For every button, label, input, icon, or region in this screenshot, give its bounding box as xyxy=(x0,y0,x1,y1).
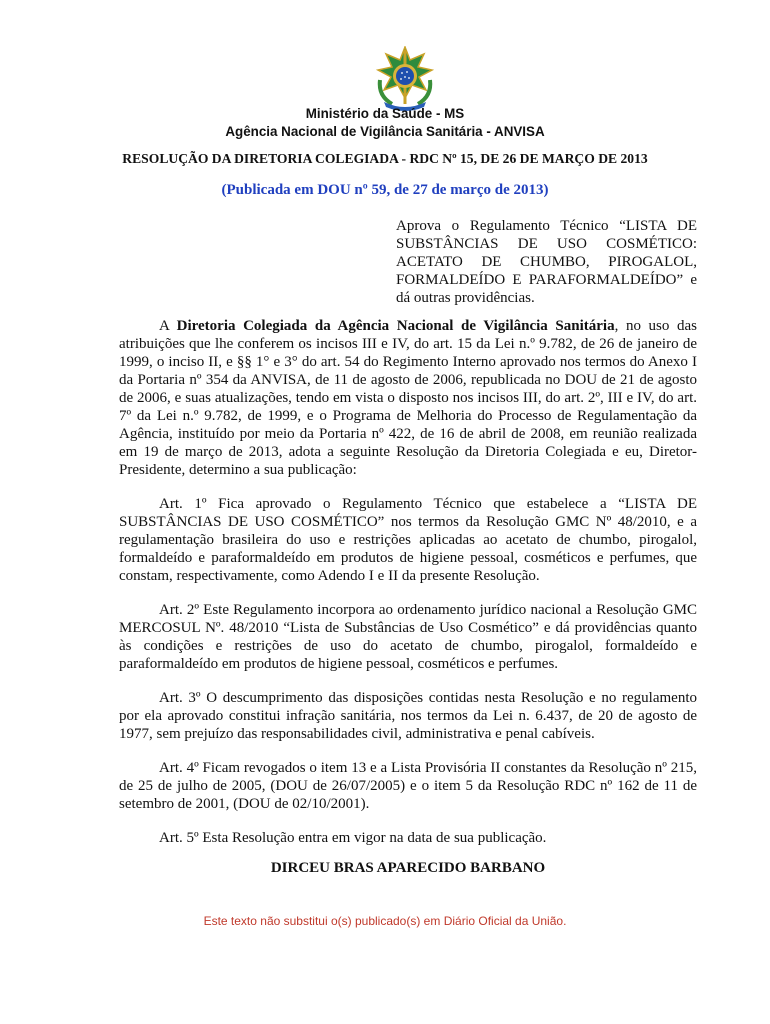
article-5: Art. 5º Esta Resolução entra em vigor na data de sua publicação. xyxy=(159,830,547,846)
signer-name: DIRCEU BRAS APARECIDO BARBANO xyxy=(270,860,546,876)
preamble-paragraph: A Diretoria Colegiada da Agência Nacional de Vigilância Sanitária, no uso das atribuições que lhe conferem os incisos III e IV, do art. 15 da Lei n.º 9.782, de 26 de janeiro de 1999, o inciso II, e §§ 1° e 3° do art. 54 do Regimento Interno aprovado nos termos do Anexo I da Portaria nº 354 da ANVISA, de 11 de agosto de 2006, republicada no DOU de 21 de agosto de 2006, e suas atualizações, tendo em vista o disposto nos incisos III, do art. 2º, III e IV, do art. 7º da Lei n.º 9.782, de 1999, e o Programa de Melhoria do Processo de Regulamentação da Agência, instituído por meio da Portaria nº 422, de 16 de abril de 2008, em reunião realizada em 19 de março de 2013, adota a seguinte Resolução da Diretoria Colegiada e eu, Diretor-Presidente, determino a sua publicação: xyxy=(119,318,697,478)
preamble-authority: Diretoria Colegiada da Agência Nacional de Vigilância Sanitária xyxy=(176,318,615,334)
article-3: Art. 3º O descumprimento das disposições contidas nesta Resolução e no regulamento por ela aprovado constitui infração sanitária, nos termos da Lei n. 6.437, de 20 de agosto de 1977, sem prejuízo das responsabilidades civil, administrativa e penal cabíveis. xyxy=(119,690,697,742)
article-1: Art. 1º Fica aprovado o Regulamento Técnico que estabelece a “LISTA DE SUBSTÂNCIAS DE USO COSMÉTICO” nos termos da Resolução GMC Nº 48/2010, e a regulamentação brasileira do uso e restrições aplicadas ao acetato de chumbo, pirogalol, formaldeído e paraformaldeído em produtos de higiene pessoal, cosméticos e perfumes, que constam, respectivamente, como Adendo I e II da presente Resolução. xyxy=(119,496,697,584)
footer-disclaimer: Este texto não substitui o(s) publicado(s) em Diário Oficial da União. xyxy=(203,914,567,928)
article-4: Art. 4º Ficam revogados o item 13 e a Lista Provisória II constantes da Resolução nº 215, de 25 de julho de 2005, (DOU de 26/07/2005) e o item 5 da Resolução RDC nº 162 de 11 de setembro de 2001, (DOU de 02/10/2001). xyxy=(119,760,697,812)
brazil-coat-of-arms-emblem xyxy=(370,46,440,112)
publication-note: (Publicada em DOU nº 59, de 27 de março de 2013) xyxy=(221,182,549,198)
resolution-body xyxy=(119,317,697,877)
agency-header: Agência Nacional de Vigilância Sanitária - ANVISA xyxy=(225,124,545,139)
ementa-summary: Aprova o Regulamento Técnico “LISTA DE SUBSTÂNCIAS DE USO COSMÉTICO: ACETATO DE CHUMBO, PIROGALOL, FORMALDEÍDO E PARAFORMALDEÍDO” e dá outras providências. xyxy=(396,218,697,306)
article-2: Art. 2º Este Regulamento incorpora ao ordenamento jurídico nacional a Resolução GMC MERCOSUL Nº. 48/2010 “Lista de Substâncias de Uso Cosmético” e dá providências quanto às condições e restrições de uso do acetato de chumbo, pirogalol, formaldeído e paraformaldeído em produtos de higiene pessoal, cosméticos e perfumes. xyxy=(119,602,697,672)
ministry-header: Ministério da Saúde - MS xyxy=(305,106,465,121)
resolution-title: RESOLUÇÃO DA DIRETORIA COLEGIADA - RDC Nº 15, DE 26 DE MARÇO DE 2013 xyxy=(122,151,648,166)
